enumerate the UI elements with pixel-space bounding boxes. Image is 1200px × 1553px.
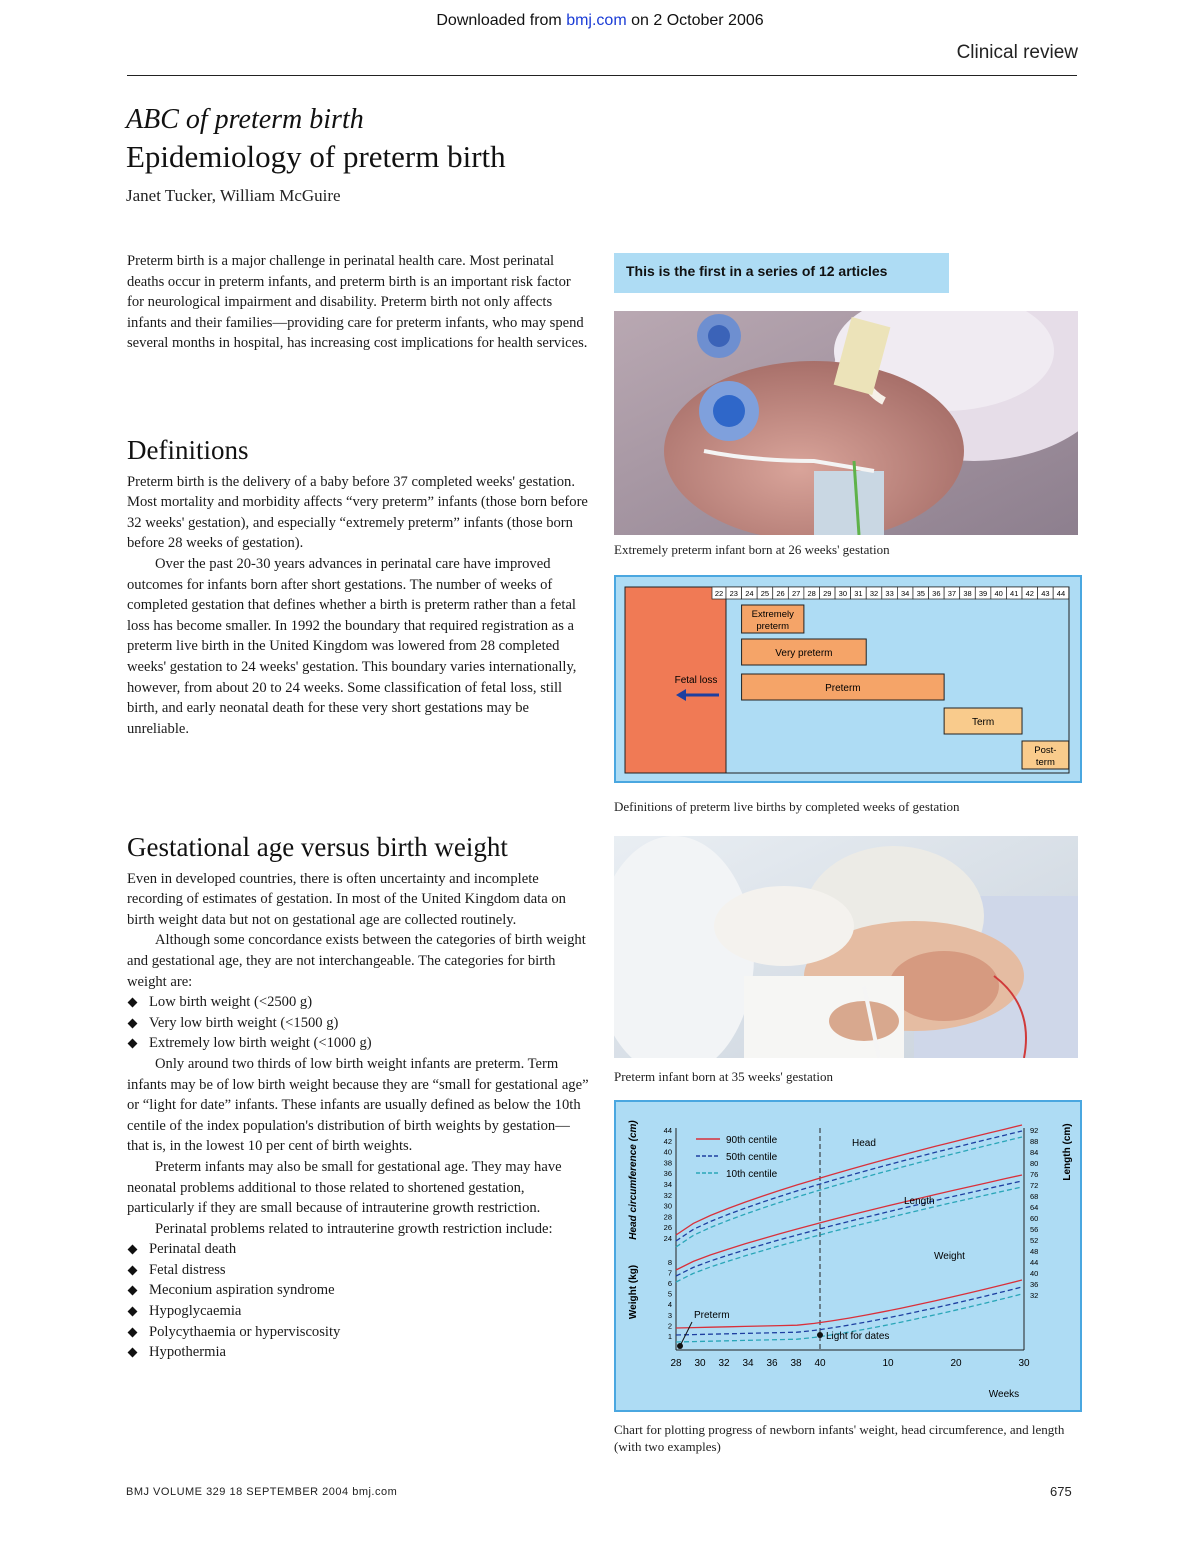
weight-tick-label: 3 [667, 1310, 672, 1320]
week-tick-label: 36 [932, 589, 941, 598]
length-tick-label: 76 [1030, 1170, 1039, 1179]
list-item: Hypoglycaemia [127, 1301, 589, 1322]
y-label-head: Head circumference (cm) [628, 1120, 639, 1240]
download-prefix: Downloaded from [436, 12, 567, 29]
week-tick-label: 43 [1041, 589, 1050, 598]
list-item: Fetal distress [127, 1260, 589, 1281]
week-tick-label: 33 [885, 589, 894, 598]
week-tick-label: 25 [760, 589, 770, 598]
y-label-length: Length (cm) [1062, 1123, 1073, 1181]
list-item: Low birth weight (<2500 g) [127, 992, 589, 1013]
week-tick-label: 41 [1010, 589, 1019, 598]
head-tick-label: 32 [663, 1190, 672, 1200]
length-tick-label: 52 [1030, 1236, 1039, 1245]
head-tick-label: 36 [663, 1169, 672, 1179]
week-tick-label: 37 [947, 589, 957, 598]
gestational-paragraph: Although some concordance exists between the categories of birth weight and gestational age, they are not interchangeable. The categories for birth weight are: [127, 932, 586, 990]
growth-chart [614, 1100, 1082, 1412]
length-tick-label: 48 [1030, 1247, 1039, 1256]
x-tick-label: 30 [694, 1358, 706, 1369]
category-label: Extremely [751, 609, 794, 620]
light-for-dates-marker [817, 1332, 823, 1338]
head-tick-label: 30 [663, 1201, 672, 1211]
week-tick-label: 30 [838, 589, 848, 598]
legend-label-10: 10th centile [726, 1169, 778, 1180]
week-header [712, 587, 1069, 599]
list-item: Very low birth weight (<1500 g) [127, 1013, 589, 1034]
week-tick-label: 44 [1056, 589, 1066, 598]
weight-tick-label: 8 [667, 1257, 672, 1267]
infant-photo-illustration [614, 311, 1078, 535]
gestational-paragraph: Perinatal problems related to intrauterine growth restriction include: [155, 1220, 553, 1237]
download-link[interactable]: bmj.com [566, 12, 627, 29]
legend-label-50: 50th centile [726, 1152, 778, 1163]
authors: Janet Tucker, William McGuire [126, 186, 341, 205]
download-suffix: on 2 October 2006 [626, 12, 764, 29]
week-tick-label: 31 [854, 589, 863, 598]
category-label: term [1035, 757, 1055, 768]
weight-tick-label: 5 [667, 1289, 672, 1299]
head-tick-label: 28 [663, 1212, 672, 1222]
weight-tick-label: 6 [667, 1279, 672, 1288]
caption-photo-1: Extremely preterm infant born at 26 weeks' gestation [614, 542, 890, 557]
category-label: Preterm [825, 683, 861, 694]
head-tick-label: 24 [663, 1234, 672, 1243]
week-tick-label: 24 [745, 589, 754, 598]
weight-tick-label: 4 [667, 1300, 672, 1310]
week-tick-label: 26 [776, 589, 785, 598]
length-tick-label: 92 [1030, 1126, 1039, 1135]
weight-tick-label: 2 [667, 1321, 672, 1331]
x-label: Weeks [988, 1389, 1020, 1400]
week-tick-label: 39 [978, 589, 988, 598]
head-tick-label: 38 [663, 1158, 672, 1168]
series-label-head: Head [852, 1138, 876, 1149]
gestational-heading: Gestational age versus birth weight [127, 832, 508, 862]
list-item: Perinatal death [127, 1239, 589, 1260]
list-item: Extremely low birth weight (<1000 g) [127, 1033, 589, 1054]
gestational-paragraph: Even in developed countries, there is often uncertainty and incomplete recording of estimates of gestation. In most of the United Kingdom data on birth weight data but not on gestational age are collected routinely. [127, 870, 566, 928]
list-item: Meconium aspiration syndrome [127, 1280, 589, 1301]
weight-tick-label: 7 [667, 1268, 672, 1278]
footer-journal-info: BMJ VOLUME 329 18 SEPTEMBER 2004 bmj.com [126, 1486, 398, 1498]
caption-chart-1: Definitions of preterm live births by completed weeks of gestation [614, 799, 960, 814]
category-label: Post- [1034, 745, 1057, 756]
week-tick-label: 38 [963, 589, 972, 598]
list-item: Hypothermia [127, 1342, 589, 1363]
category-label: preterm [756, 621, 790, 632]
week-tick-label: 42 [1025, 589, 1034, 598]
legend-label-90: 90th centile [726, 1135, 778, 1146]
week-tick-label: 22 [714, 589, 724, 598]
series-title: ABC of preterm birth [126, 104, 364, 135]
series-label-weight: Weight [934, 1251, 965, 1262]
article-title: Epidemiology of preterm birth [126, 139, 506, 174]
definitions-paragraph: Over the past 20-30 years advances in perinatal care have improved outcomes for infants born after short gestations. The number of weeks of completed gestation that defines whether a birth is preterm rather than a fetal loss has become smaller. In 1992 the boundary that required registration as a preterm live birth in the United Kingdom was lowered from 28 completed weeks' gestation to 24 weeks' gestation. This boundary varies internationally, however, from about 20 to 24 weeks. Some classification of fetal loss, still birth, and early neonatal death for these very short gestations may be unreliable. [127, 555, 577, 737]
photo-extremely-preterm-infant [614, 311, 1078, 535]
annotation-light-for-dates: Light for dates [826, 1331, 890, 1342]
week-tick-label: 35 [916, 589, 925, 598]
x-tick-label: 38 [790, 1358, 802, 1369]
gestational-section [127, 832, 589, 1363]
week-tick-label: 23 [729, 589, 738, 598]
fetal-loss-label: Fetal loss [674, 675, 718, 686]
length-tick-label: 68 [1030, 1192, 1039, 1201]
week-tick-label: 29 [823, 589, 832, 598]
caption-chart-2: Chart for plotting progress of newborn infants' weight, head circumference, and length (with two examples) [614, 1422, 1065, 1454]
x-tick-label: 34 [742, 1358, 754, 1369]
weight-tick-label: 1 [667, 1332, 672, 1341]
header-rule [127, 75, 1077, 76]
week-tick-label: 28 [807, 589, 816, 598]
chart-background [614, 1100, 1082, 1412]
head-tick-label: 44 [663, 1126, 672, 1135]
length-tick-label: 88 [1030, 1137, 1039, 1146]
definitions-heading: Definitions [127, 435, 249, 465]
x-tick-label: 30 [1018, 1358, 1030, 1369]
length-tick-label: 60 [1030, 1214, 1039, 1223]
infant-photo-illustration [614, 836, 1078, 1058]
length-tick-label: 40 [1030, 1269, 1039, 1278]
head-tick-label: 42 [663, 1136, 672, 1146]
download-banner [0, 12, 1200, 30]
category-label: Term [971, 717, 995, 728]
length-tick-label: 84 [1030, 1148, 1039, 1157]
length-tick-label: 72 [1030, 1181, 1039, 1190]
x-tick-label: 20 [950, 1358, 962, 1369]
week-tick-label: 32 [869, 589, 879, 598]
category-label: Very preterm [775, 648, 833, 659]
x-tick-label: 10 [882, 1358, 894, 1369]
caption-photo-2: Preterm infant born at 35 weeks' gestation [614, 1069, 833, 1084]
definitions-paragraph: Preterm birth is the delivery of a baby before 37 completed weeks' gestation. Most mortality and morbidity affects “very preterm” infants (those born before 32 weeks' gestation), and especially “extremely preterm” infants (those born before 28 weeks of gestation). [127, 473, 588, 552]
length-tick-label: 44 [1030, 1258, 1039, 1267]
x-tick-label: 32 [718, 1358, 730, 1369]
length-tick-label: 64 [1030, 1203, 1039, 1212]
annotation-preterm: Preterm [694, 1310, 730, 1321]
week-tick-label: 27 [791, 589, 801, 598]
definitions-section [127, 435, 589, 739]
x-tick-label: 36 [766, 1358, 778, 1369]
perinatal-problems-list [127, 1239, 589, 1363]
length-tick-label: 56 [1030, 1225, 1039, 1234]
gestational-paragraph: Only around two thirds of low birth weight infants are preterm. Term infants may be of low birth weight because they are “small for gestational age” or “light for date” infants. These infants are usually defined as below the 10th centile of the index population's distribution of birth weights by gestation—that is, in the lowest 10 per cent of birth weights. [127, 1055, 589, 1155]
series-label-length: Length [904, 1196, 935, 1207]
length-tick-label: 32 [1030, 1291, 1039, 1300]
page-number: 675 [1050, 1484, 1072, 1499]
birth-weight-list [127, 992, 589, 1054]
series-callout: This is the first in a series of 12 articles [614, 253, 949, 293]
length-tick-label: 80 [1030, 1159, 1039, 1168]
intro-block [127, 251, 589, 354]
list-item: Polycythaemia or hyperviscosity [127, 1322, 589, 1343]
x-tick-label: 40 [814, 1358, 826, 1369]
x-tick-label: 28 [670, 1358, 682, 1369]
head-tick-label: 34 [663, 1180, 672, 1189]
head-tick-label: 26 [663, 1223, 672, 1233]
length-tick-label: 36 [1030, 1280, 1039, 1289]
y-label-weight: Weight (kg) [628, 1264, 639, 1320]
section-label: Clinical review [956, 42, 1078, 63]
gestational-paragraph: Preterm infants may also be small for gestational age. They may have neonatal problems additional to those related to shortened gestation, particularly if they are small because of intrauterine growth restriction. [127, 1158, 562, 1217]
week-tick-label: 40 [994, 589, 1003, 598]
head-tick-label: 40 [663, 1147, 672, 1157]
definitions-chart [614, 575, 1082, 783]
photo-preterm-infant-35-weeks [614, 836, 1078, 1058]
week-tick-label: 34 [900, 589, 910, 598]
intro-paragraph: Preterm birth is a major challenge in perinatal health care. Most perinatal deaths occur in preterm infants, and preterm birth is an important risk factor for neurological impairment and disability. Preterm birth not only affects infants and their families—providing care for preterm infants, who may spend several months in hospital, has increasing cost implications for health services. [127, 253, 588, 352]
